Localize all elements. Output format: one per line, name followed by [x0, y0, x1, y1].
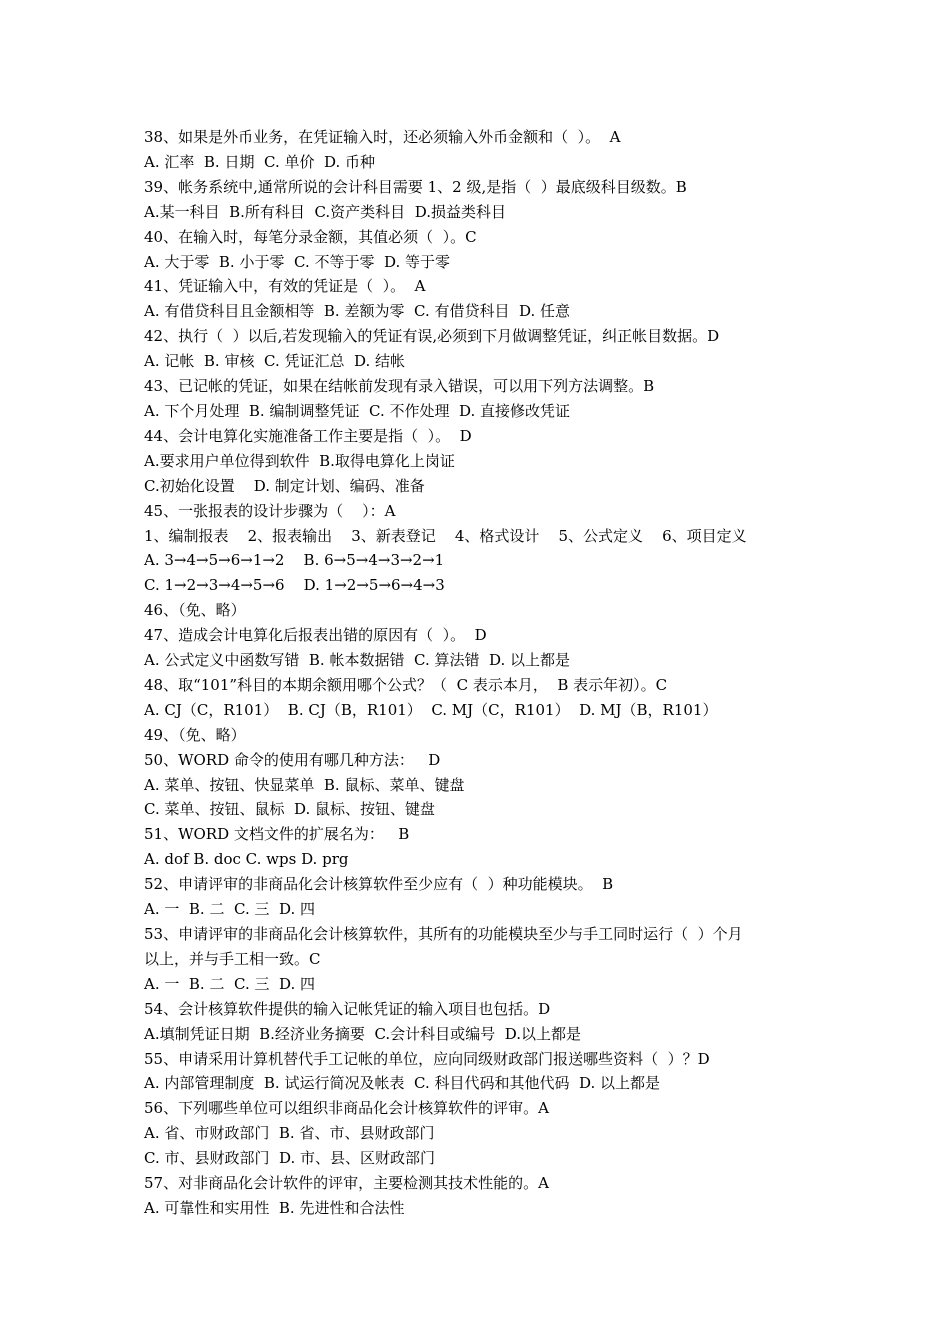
text-line: 39、帐务系统中,通常所说的会计科目需要 1、2 级,是指（ ）最底级科目级数。B	[144, 177, 687, 196]
text-line: A. 省、市财政部门 B. 省、市、县财政部门	[144, 1124, 435, 1143]
text-line: A. 菜单、按钮、快显菜单 B. 鼠标、菜单、键盘	[144, 775, 465, 794]
text-line: C. 菜单、按钮、鼠标 D. 鼠标、按钮、键盘	[144, 800, 436, 819]
text-line: A.填制凭证日期 B.经济业务摘要 C.会计科目或编号 D.以上都是	[144, 1024, 581, 1043]
text-line: A.某一科目 B.所有科目 C.资产类科目 D.损益类科目	[144, 202, 506, 221]
text-line: C.初始化设置 D. 制定计划、编码、准备	[144, 476, 425, 495]
text-line: 54、会计核算软件提供的输入记帐凭证的输入项目也包括。D	[144, 999, 551, 1018]
text-line: 49、（免、略）	[144, 725, 246, 744]
text-line: 57、对非商品化会计软件的评审，主要检测其技术性能的。A	[144, 1174, 549, 1193]
text-line: 56、下列哪些单位可以组织非商品化会计核算软件的评审。A	[144, 1099, 549, 1118]
text-line: 42、执行（ ）以后,若发现输入的凭证有误,必须到下月做调整凭证，纠正帐目数据。D	[144, 327, 720, 346]
text-line: 52、申请评审的非商品化会计核算软件至少应有（ ）种功能模块。 B	[144, 875, 614, 894]
document-body	[144, 125, 814, 1221]
text-line: 53、申请评审的非商品化会计核算软件，其所有的功能模块至少与手工同时运行（ ）个月	[144, 925, 743, 943]
text-line: A. 大于零 B. 小于零 C. 不等于零 D. 等于零	[144, 252, 451, 271]
text-line: 45、一张报表的设计步骤为（ ）：A	[144, 501, 396, 520]
text-line: A. 内部管理制度 B. 试运行简况及帐表 C. 科目代码和其他代码 D. 以上都是	[144, 1074, 661, 1093]
text-line: 38、如果是外币业务，在凭证输入时，还必须输入外币金额和（ ）。 A	[144, 128, 621, 146]
text-line: 51、WORD 文档文件的扩展名为： B	[144, 825, 410, 844]
text-line: A. 下个月处理 B. 编制调整凭证 C. 不作处理 D. 直接修改凭证	[144, 401, 571, 420]
text-line: A. 一 B. 二 C. 三 D. 四	[144, 900, 316, 919]
text-line: 1、编制报表 2、报表输出 3、新表登记 4、格式设计 5、公式定义 6、项目定义	[144, 526, 747, 545]
text-line: 50、WORD 命令的使用有哪几种方法： D	[144, 750, 441, 769]
text-line: 41、凭证输入中，有效的凭证是（ ）。 A	[144, 277, 426, 296]
text-line: 以上，并与手工相一致。C	[144, 949, 321, 968]
text-line: C. 市、县财政部门 D. 市、县、区财政部门	[144, 1149, 436, 1168]
text-line: A. 3→4→5→6→1→2 B. 6→5→4→3→2→1	[144, 551, 445, 570]
text-line: A. CJ（C，R101） B. CJ（B，R101） C. MJ（C，R101） D. MJ（B，R101）	[144, 700, 718, 719]
text-line: C. 1→2→3→4→5→6 D. 1→2→5→6→4→3	[144, 576, 445, 595]
text-line: 44、会计电算化实施准备工作主要是指（ ）。 D	[144, 426, 472, 445]
text-line: A. 有借贷科目且金额相等 B. 差额为零 C. 有借贷科目 D. 任意	[144, 302, 571, 321]
text-line: 55、申请采用计算机替代手工记帐的单位，应向同级财政部门报送哪些资料（ ）？D	[144, 1049, 710, 1068]
text-line: A. dof B. doc C. wps D. prg	[144, 850, 349, 869]
text-line: A. 一 B. 二 C. 三 D. 四	[144, 974, 316, 993]
text-line: A. 记帐 B. 审核 C. 凭证汇总 D. 结帐	[144, 352, 406, 371]
text-line: 43、已记帐的凭证，如果在结帐前发现有录入错误，可以用下列方法调整。B	[144, 377, 655, 396]
text-line: 40、在输入时，每笔分录金额，其值必须（ ）。C	[144, 227, 477, 246]
text-line: 48、取“101”科目的本期余额用哪个公式？（ C 表示本月， B 表示年初）。C	[144, 675, 668, 694]
text-line: A.要求用户单位得到软件 B.取得电算化上岗证	[144, 451, 455, 470]
text-line: A. 公式定义中函数写错 B. 帐本数据错 C. 算法错 D. 以上都是	[144, 651, 571, 670]
text-line: 47、造成会计电算化后报表出错的原因有（ ）。 D	[144, 626, 487, 645]
text-line: A. 汇率 B. 日期 C. 单价 D. 币种	[144, 152, 376, 171]
text-line: A. 可靠性和实用性 B. 先进性和合法性	[144, 1198, 405, 1217]
text-line: 46、（免、略）	[144, 601, 246, 620]
